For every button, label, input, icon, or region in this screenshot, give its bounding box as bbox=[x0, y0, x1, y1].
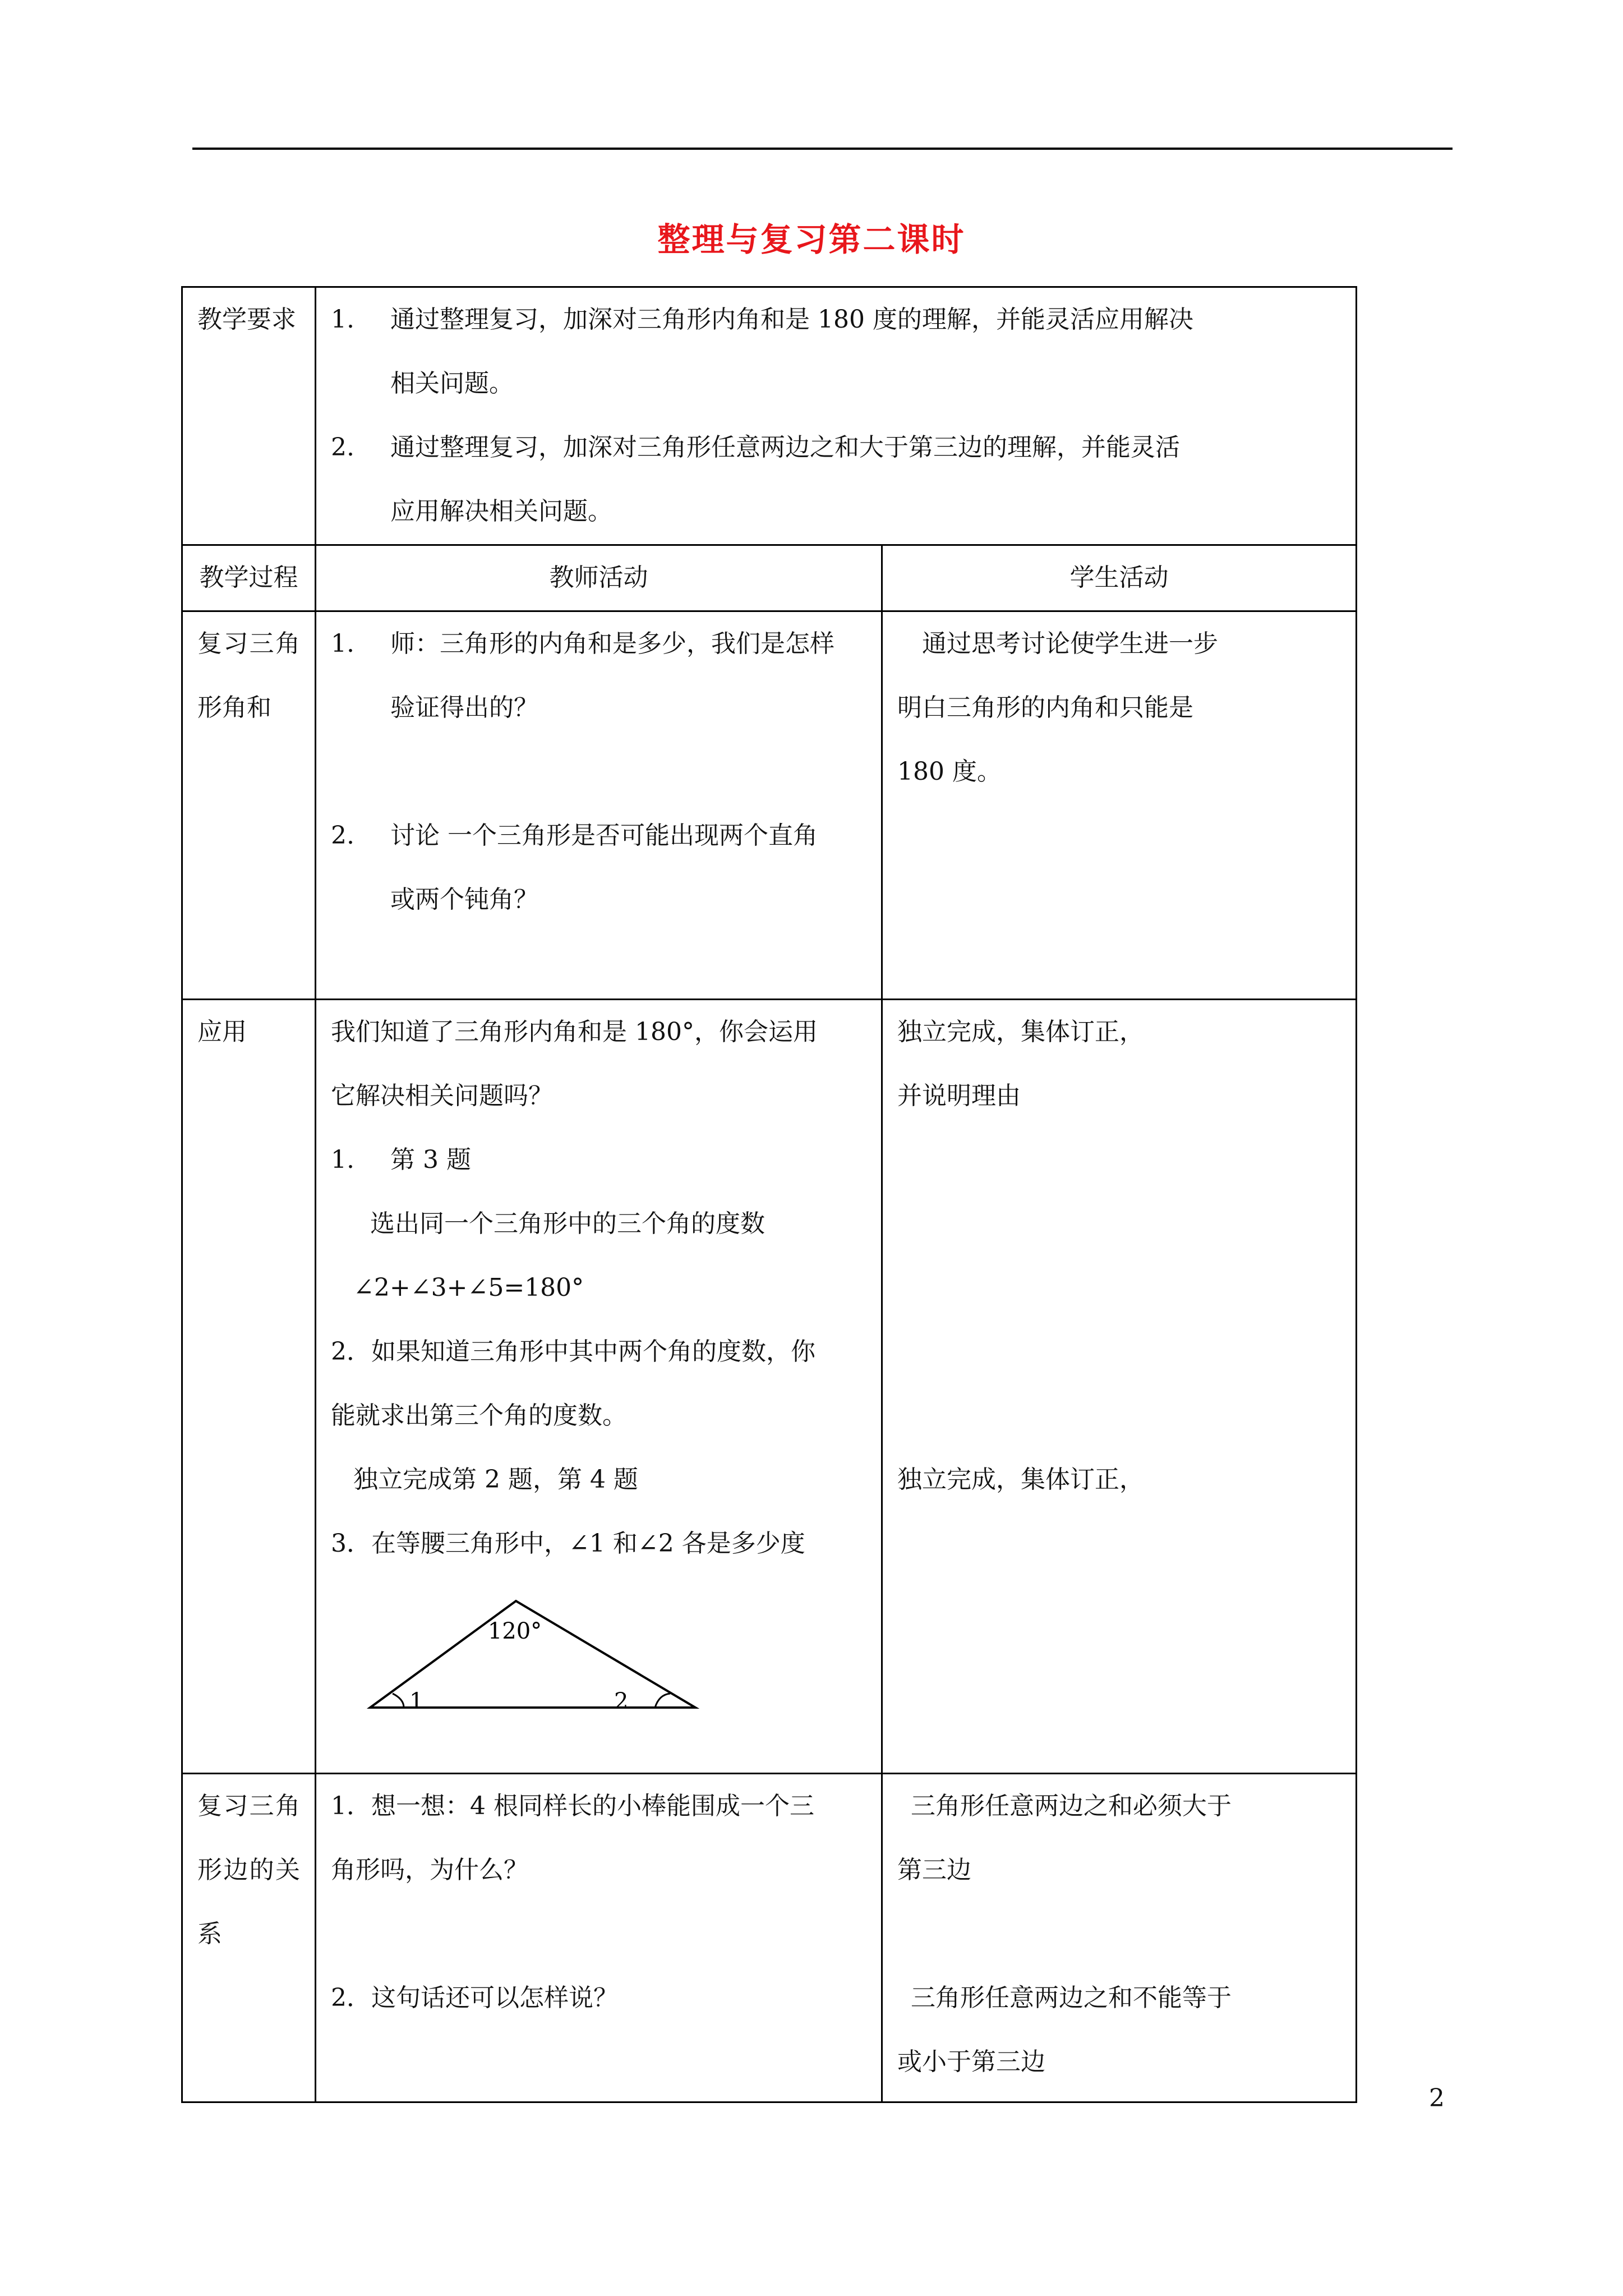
side-relation-teacher: 1．想一想：4 根同样长的小棒能围成一个三 角形吗，为什么？ 2．这句话还可以怎样说？ bbox=[316, 1774, 882, 2102]
requirement-1-line1: 通过整理复习，加深对三角形内角和是 180 度的理解，并能灵活应用解决 bbox=[390, 305, 1193, 334]
angle-1-label: 1 bbox=[409, 1688, 424, 1714]
application-student: 独立完成，集体订正， 并说明理由 独立完成，集体订正， bbox=[882, 1000, 1357, 1774]
side-relation-row bbox=[182, 1774, 1357, 2102]
isosceles-triangle-figure bbox=[365, 1593, 701, 1716]
requirements-content: 1. 通过整理复习，加深对三角形内角和是 180 度的理解，并能灵活应用解决 相关问题。 2. 通过整理复习，加深对三角形任意两边之和大于第三边的理解，并能灵活 应用解决相关问题。 bbox=[316, 287, 1357, 545]
header-student: 学生活动 bbox=[882, 545, 1357, 611]
angle-sum-student: 通过思考讨论使学生进一步 明白三角形的内角和只能是 180 度。 bbox=[882, 611, 1357, 1000]
side-relation-student: 三角形任意两边之和必须大于 第三边 三角形任意两边之和不能等于 或小于第三边 bbox=[882, 1774, 1357, 2102]
side-relation-label: 复习三角 形边的关 系 bbox=[182, 1774, 316, 2102]
header-rule bbox=[192, 148, 1453, 150]
angle-2-arc bbox=[655, 1694, 670, 1708]
requirements-label: 教学要求 bbox=[182, 287, 316, 545]
apex-angle-label: 120° bbox=[487, 1618, 542, 1644]
application-label: 应用 bbox=[182, 1000, 316, 1774]
page-title: 整理与复习第二课时 bbox=[657, 220, 966, 259]
angle-2-label: 2 bbox=[614, 1688, 629, 1714]
requirements-row bbox=[182, 287, 1357, 545]
page-number: 2 bbox=[1429, 2084, 1445, 2113]
angle-sum-label: 复习三角 形角和 bbox=[182, 611, 316, 1000]
header-teacher: 教师活动 bbox=[316, 545, 882, 611]
requirement-2-line1: 通过整理复习，加深对三角形任意两边之和大于第三边的理解，并能灵活 bbox=[390, 433, 1180, 462]
requirement-2-line2: 应用解决相关问题。 bbox=[390, 497, 612, 526]
header-process: 教学过程 bbox=[182, 545, 316, 611]
table-header-row bbox=[182, 545, 1357, 611]
application-row bbox=[182, 1000, 1357, 1774]
lesson-plan-table bbox=[181, 286, 1357, 2103]
angle-formula: ∠2+∠3+∠5=180° bbox=[353, 1273, 584, 1302]
angle-question-2: 讨论 一个三角形是否可能出现两个直角 bbox=[390, 821, 818, 850]
requirement-1-line2: 相关问题。 bbox=[390, 369, 514, 398]
angle-question-1: 师：三角形的内角和是多少，我们是怎样 bbox=[390, 629, 834, 658]
application-teacher: 我们知道了三角形内角和是 180°，你会运用 它解决相关问题吗？ 1. 第 3 题 选出同一个三角形中的三个角的度数 ∠2+∠3+∠5=180° 2．如果知道三角形中其中两个角的度数，你 能就求出第三个角的度数。 独立完成第 2 题，第 4 题 3．在等腰三角形中，∠1 和∠2 各是多少度 120° 1 2 bbox=[316, 1000, 882, 1774]
angle-sum-row bbox=[182, 611, 1357, 1000]
angle-1-arc bbox=[393, 1694, 404, 1708]
angle-sum-teacher: 1. 师：三角形的内角和是多少，我们是怎样 验证得出的？ 2. 讨论 一个三角形是否可能出现两个直角 或两个钝角？ bbox=[316, 611, 882, 1000]
